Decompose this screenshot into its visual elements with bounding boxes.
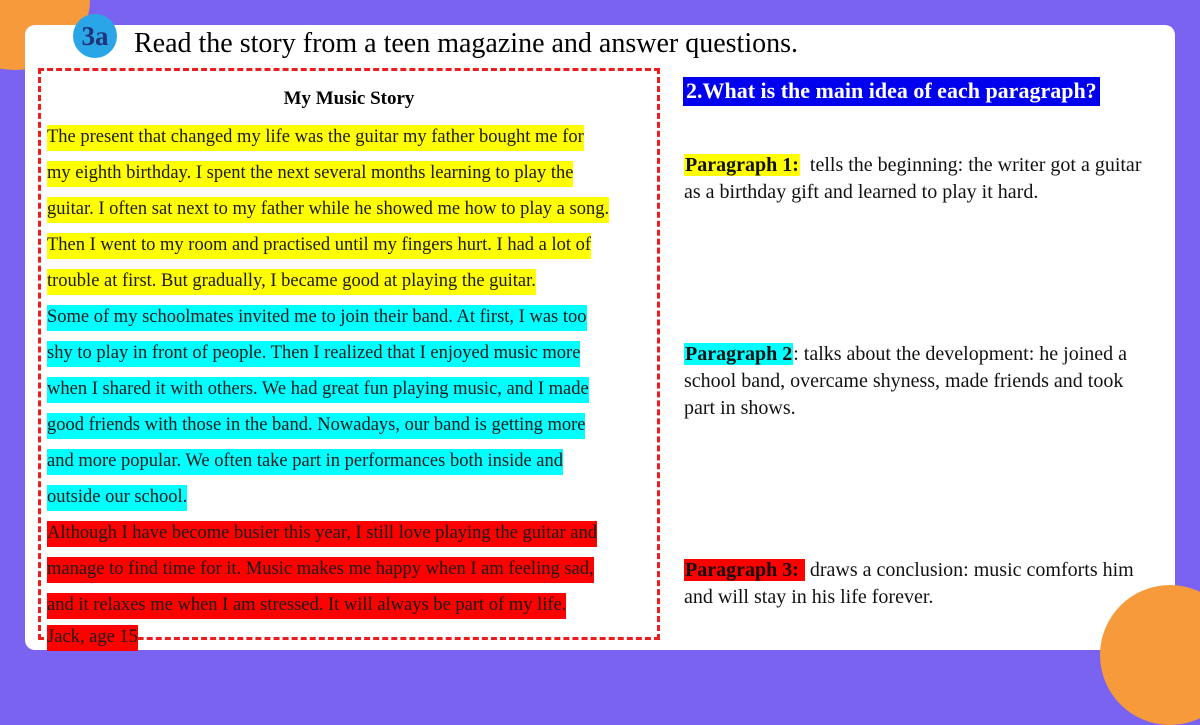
story-signature: Jack, age 15 [47, 625, 138, 651]
story-line: manage to find time for it. Music makes me happy when I am feeling sad, [47, 557, 594, 583]
answer-text: draws a conclusion: music comforts him and will stay in his life forever. [684, 559, 1139, 608]
question-heading: 2.What is the main idea of each paragraph? [683, 77, 1100, 106]
story-line: my eighth birthday. I spent the next several months learning to play the [47, 161, 573, 187]
story-line: and more popular. We often take part in performances both inside and [47, 449, 563, 475]
story-line: Then I went to my room and practised until my fingers hurt. I had a lot of [47, 233, 591, 259]
answer-label: Paragraph 2 [685, 343, 793, 365]
story-line: shy to play in front of people. Then I realized that I enjoyed music more [47, 341, 580, 367]
slide-heading: Read the story from a teen magazine and answer questions. [134, 28, 799, 59]
answer-label: Paragraph 3: [685, 559, 804, 581]
story-line: trouble at first. But gradually, I became good at playing the guitar. [47, 269, 536, 295]
story-line: Some of my schoolmates invited me to join their band. At first, I was too [47, 305, 587, 331]
story-line: Although I have become busier this year, I still love playing the guitar and [47, 521, 597, 547]
story-text [47, 119, 656, 651]
answer-text: tells the beginning: the writer got a guitar as a birthday gift and learned to play it hard. [684, 154, 1147, 203]
answer-paragraph-3 [684, 557, 1154, 611]
answer-paragraph-2 [684, 341, 1154, 422]
story-line: and it relaxes me when I am stressed. It will always be part of my life. [47, 593, 566, 619]
story-box [38, 68, 660, 647]
section-badge: 3a [73, 14, 117, 58]
story-line: outside our school. [47, 485, 187, 511]
story-line: guitar. I often sat next to my father while he showed me how to play a song. [47, 197, 609, 223]
story-title: My Music Story [283, 88, 415, 109]
story-line: The present that changed my life was the guitar my father bought me for [47, 125, 584, 151]
answer-text: : talks about the development: he joined a school band, overcame shyness, made friends and took part in shows. [684, 343, 1128, 419]
answer-label: Paragraph 1: [685, 154, 799, 176]
story-line: good friends with those in the band. Nowadays, our band is getting more [47, 413, 585, 439]
story-line: when I shared it with others. We had great fun playing music, and I made [47, 377, 589, 403]
answer-paragraph-1 [684, 152, 1154, 206]
